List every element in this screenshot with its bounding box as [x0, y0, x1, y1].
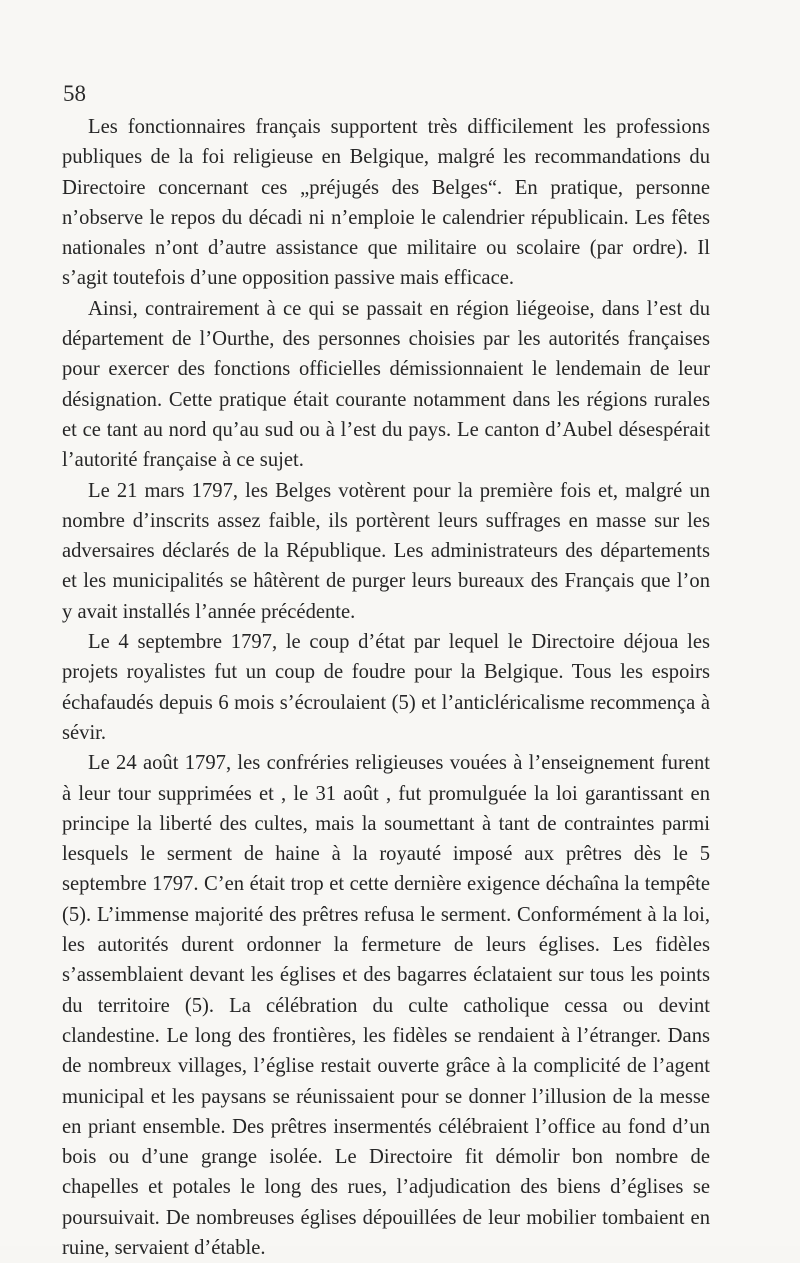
paragraph-1: Les fonctionnaires français supportent très difficilement les professions publiques de la foi religieuse en Belgique, malgré les recommandations du Directoire concernant ces „préjugés des Belges“. En pratique, personne n’observe le repos du décadi ni n’emploie le calendrier républicain. Les fêtes nationales n’ont d’autre assistance que militaire ou scolaire (par ordre). Il s’agit toutefois d’une opposition passive mais efficace. — [62, 116, 710, 290]
paragraph-3: Le 21 mars 1797, les Belges votèrent pour la première fois et, malgré un nombre d’inscrits assez faible, ils portèrent leurs suffrages en masse sur les adversaires déclarés de la République. Les administrateurs des départements et les municipalités se hâtèrent de purger leurs bureaux des Français que l’on y avait installés l’année précédente. — [62, 479, 710, 623]
body-text — [62, 112, 710, 1263]
paragraph-4: Le 4 septembre 1797, le coup d’état par lequel le Directoire déjoua les projets royalistes fut un coup de foudre pour la Belgique. Tous les espoirs échafaudés depuis 6 mois s’écroulaient (5) et l’anticléricalisme recommença à sévir. — [62, 631, 710, 744]
page-number: 58 — [63, 81, 86, 106]
paragraph-2: Ainsi, contrairement à ce qui se passait en région liégeoise, dans l’est du département de l’Ourthe, des personnes choisies par les autorités françaises pour exercer des fonctions officielles démissionnaient le lendemain de leur désignation. Cette pratique était courante notamment dans les régions rurales et ce tant au nord qu’au sud ou à l’est du pays. Le canton d’Aubel désespérait l’autorité française à ce sujet. — [62, 297, 710, 472]
paragraph-5: Le 24 août 1797, les confréries religieuses vouées à l’enseignement furent à leur tour supprimées et , le 31 août , fut promulguée la loi garantissant en principe la liberté des cultes, mais la soumettant à tant de contraintes parmi lesquels le serment de haine à la royauté imposé aux prêtres dès le 5 septembre 1797. C’en était trop et cette dernière exigence déchaîna la tempête (5). L’immense majorité des prêtres refusa le serment. Conformément à la loi, les autorités durent ordonner la fermeture de leurs églises. Les fidèles s’assemblaient devant les églises et des bagarres éclataient sur tous les points du territoire (5). La célébration du culte catholique cessa ou devint clandestine. Le long des frontières, les fidèles se rendaient à l’étranger. Dans de nombreux villages, l’église restait ouverte grâce à la complicité de l’agent municipal et les paysans se réunissaient pour se donner l’illusion de la messe en priant ensemble. Des prêtres insermentés célébraient l’office au fond d’un bois ou d’une grange isolée. Le Directoire fit démolir bon nombre de chapelles et potales le long des rues, l’adjudication des biens d’églises se poursuivait. De nombreuses églises dépouillées de leur mobilier tombaient en ruine, servaient d’étable. — [62, 752, 710, 1259]
